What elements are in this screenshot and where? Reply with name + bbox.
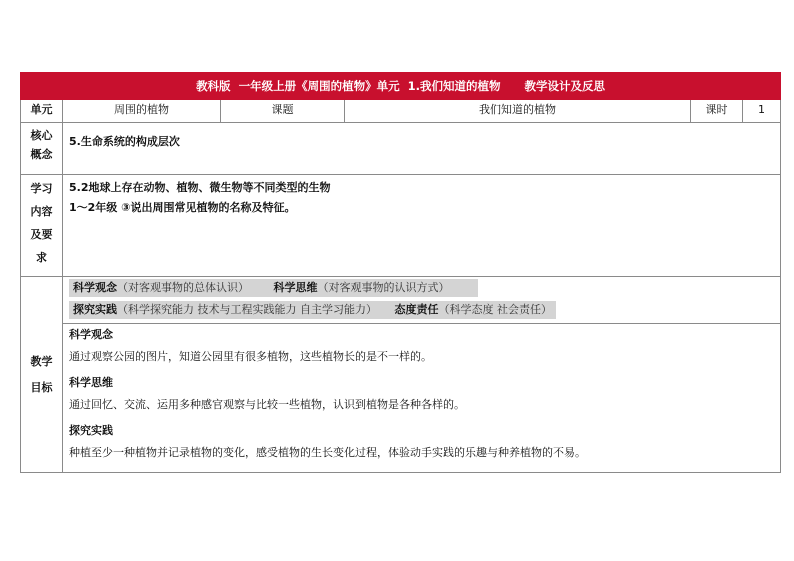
- concept-text: 通过观察公园的图片，知道公园里有很多植物，这些植物长的是不一样的。: [69, 350, 432, 363]
- tag-inquiry-practice-desc: （科学探究能力 技术与工程实践能力 自主学习能力）: [117, 303, 377, 316]
- learning-label-line1: 学习: [30, 182, 53, 195]
- lesson-plan-table: [20, 72, 781, 473]
- tag-attitude-responsibility: 态度责任: [394, 303, 439, 316]
- learning-content-label: [21, 175, 63, 277]
- goals-tags-line2: [63, 301, 780, 323]
- learning-content-line1: 5.2地球上存在动物、植物、微生物等不同类型的生物: [69, 181, 331, 194]
- goals-tag-group-1: [69, 279, 478, 297]
- core-concept-label: [21, 123, 63, 175]
- goals-label-line1: 教学: [30, 354, 53, 368]
- tag-science-concept-desc: （对客观事物的总体认识）: [117, 281, 249, 294]
- learning-label-line4: 求: [36, 251, 47, 264]
- thinking-heading: 科学思维: [69, 376, 113, 389]
- tag-science-thinking-desc: （对客观事物的认识方式）: [317, 281, 450, 294]
- goals-detail: [63, 323, 780, 472]
- hours-value: 1: [743, 100, 781, 123]
- core-concept-label-line2: 概念: [30, 148, 53, 161]
- tag-attitude-responsibility-desc: （科学态度 社会责任）: [438, 303, 552, 316]
- practice-heading: 探究实践: [69, 424, 113, 437]
- goals-label: [21, 277, 63, 473]
- core-concept-text: 5.生命系统的构成层次: [63, 123, 781, 175]
- unit-value: 周围的植物: [63, 100, 221, 123]
- core-concept-label-line1: 核心: [30, 129, 53, 142]
- learning-content-text: [63, 175, 781, 277]
- practice-text: 种植至少一种植物并记录植物的变化，感受植物的生长变化过程，体验动手实践的乐趣与种养植物的不易。: [69, 446, 586, 459]
- core-concept-row: [21, 123, 781, 175]
- goals-tag-group-2: [69, 301, 556, 319]
- learning-content-row: [21, 175, 781, 277]
- learning-content-line2: 1～2年级 ③说出周围常见植物的名称及特征。: [69, 201, 296, 214]
- unit-label: 单元: [21, 100, 63, 123]
- lesson-plan-page: [20, 72, 780, 473]
- header-row: [21, 100, 781, 123]
- thinking-text: 通过回忆、交流、运用多种感官观察与比较一些植物，认识到植物是各种各样的。: [69, 398, 465, 411]
- goals-row: [21, 277, 781, 473]
- tag-science-concept: 科学观念: [73, 281, 117, 294]
- hours-label: 课时: [691, 100, 743, 123]
- goals-content: [63, 277, 781, 473]
- goals-label-line2: 目标: [30, 380, 53, 394]
- lesson-label: 课题: [221, 100, 345, 123]
- concept-heading: 科学观念: [69, 328, 113, 341]
- learning-label-line3: 及要: [30, 228, 53, 241]
- lesson-value: 我们知道的植物: [345, 100, 691, 123]
- goals-tags-line1: [63, 277, 780, 301]
- tag-science-thinking: 科学思维: [273, 281, 318, 294]
- title-row: [21, 73, 781, 100]
- tag-inquiry-practice: 探究实践: [73, 303, 117, 316]
- learning-label-line2: 内容: [30, 205, 53, 218]
- document-title: 教科版 一年级上册《周围的植物》单元 1.我们知道的植物 教学设计及反思: [21, 73, 781, 100]
